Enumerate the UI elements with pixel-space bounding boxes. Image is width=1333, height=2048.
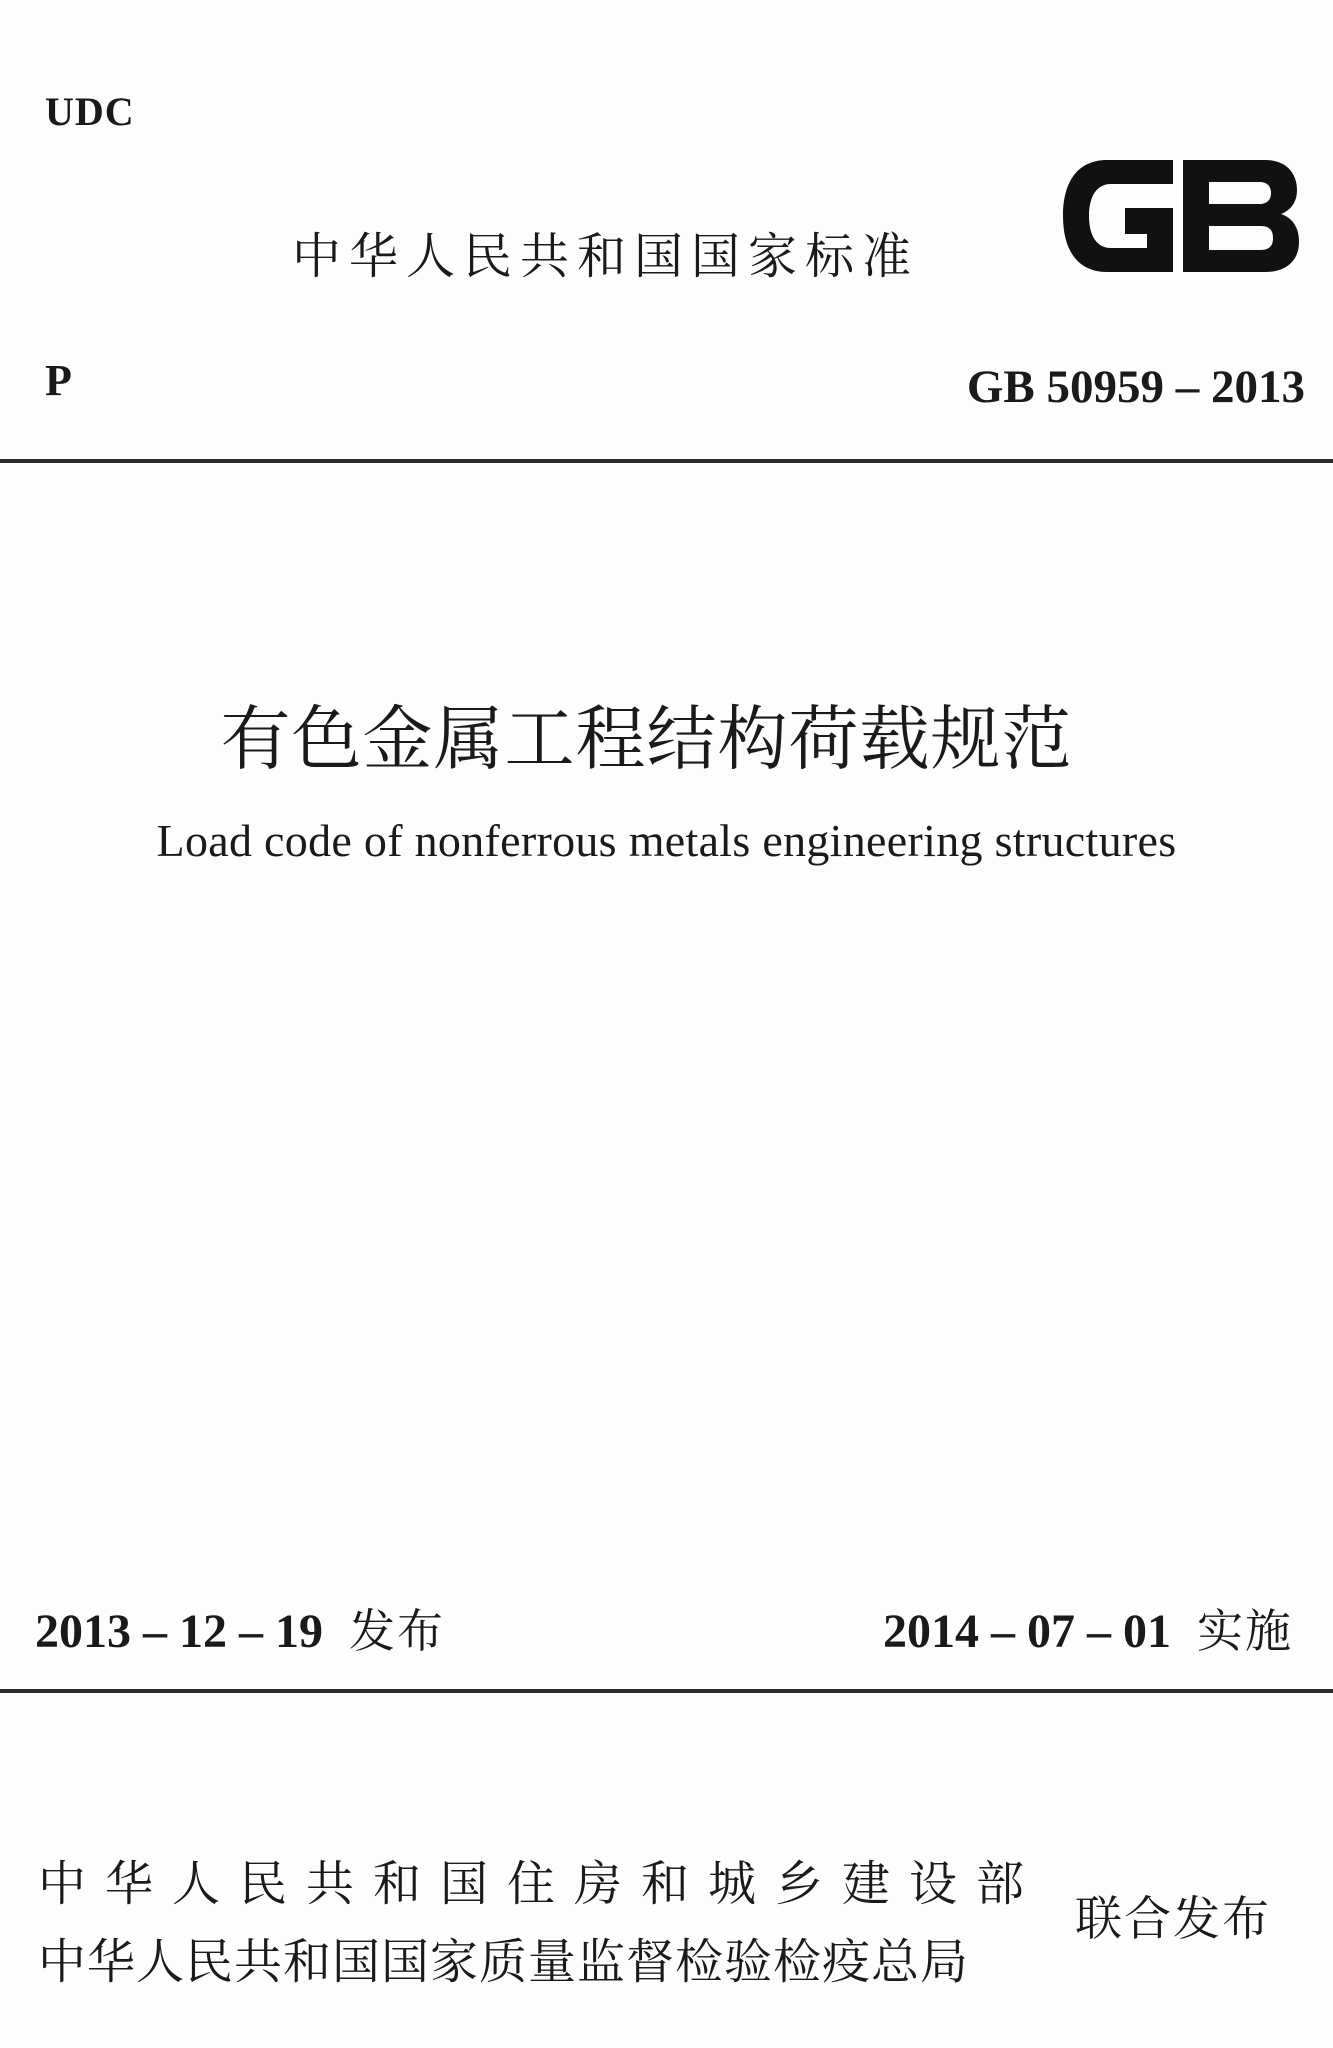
issue-date-row [35, 1595, 445, 1661]
joint-release-label: 联合发布 [1075, 1892, 1271, 1947]
standard-series-title: 中华人民共和国国家标准 [292, 228, 920, 285]
bottom-divider [0, 1689, 1333, 1693]
issue-label: 发布 [349, 1604, 445, 1658]
title-english: Load code of nonferrous metals engineering structures [156, 815, 1177, 866]
implementation-date: 2014 – 07 – 01 [883, 1605, 1171, 1658]
implementation-date-row [883, 1595, 1293, 1661]
udc-label: UDC [45, 89, 135, 134]
standard-number: GB 50959 – 2013 [966, 361, 1305, 413]
publishing-authorities [38, 1845, 1043, 2001]
gb-logo-icon [1055, 150, 1303, 282]
classification-code: P [45, 356, 72, 405]
top-divider [0, 459, 1333, 463]
implementation-label: 实施 [1197, 1604, 1293, 1658]
authority-ministry-housing: 中华人民共和国住房和城乡建设部 [38, 1856, 1044, 1912]
issue-date: 2013 – 12 – 19 [35, 1605, 323, 1658]
authority-aqsiq: 中华人民共和国国家质量监督检验检疫总局 [38, 1934, 970, 1990]
title-chinese: 有色金属工程结构荷载规范 [220, 698, 1073, 780]
